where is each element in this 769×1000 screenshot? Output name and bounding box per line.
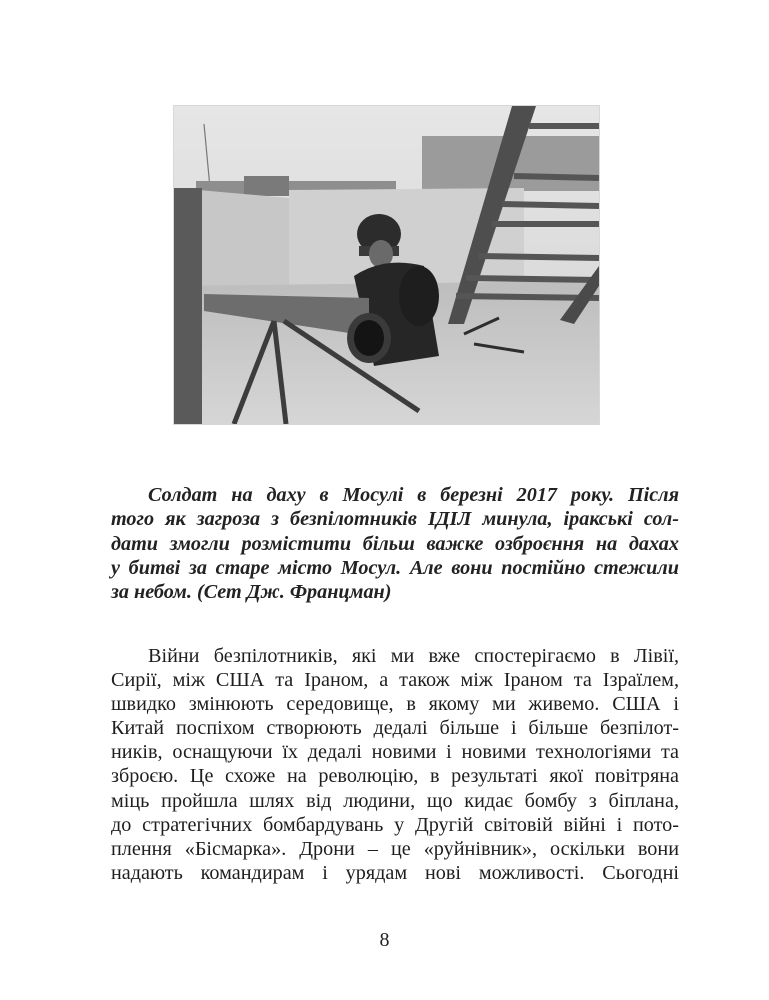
body-line: міць пройшла шлях від людини, що кидає бомбу з біплана, <box>111 789 679 812</box>
body-line: Війни безпілотників, які ми вже спостерігаємо в Лівії, <box>148 645 679 667</box>
caption-line: Солдат на даху в Мосулі в березні 2017 року. Після <box>148 484 679 506</box>
body-paragraph <box>111 644 679 885</box>
body-line: плення «Бісмарка». Дрони – це «руйнівник», оскільки вони <box>111 837 679 860</box>
caption-line: у битві за старе місто Мосул. Але вони постійно стежили <box>111 556 679 579</box>
body-line: швидко змінюють середовище, в якому ми живемо. США і <box>111 693 679 716</box>
figure-photo <box>173 105 600 425</box>
body-line: зброєю. Це схоже на революцію, в результаті якої повітряна <box>111 765 679 788</box>
body-line: Китай поспіхом створюють дедалі більше і більше безпілот- <box>111 717 679 740</box>
caption-line: того як загроза з безпілотників ІДІЛ минула, іракські сол- <box>111 508 679 531</box>
page-number: 8 <box>379 929 390 951</box>
body-line: до стратегічних бомбардувань у Другій світовій війні і пото- <box>111 813 679 836</box>
photo-illustration <box>174 106 599 424</box>
body-line: ників, оснащуючи їх дедалі новими і новими технологіями та <box>111 741 679 764</box>
caption-line: за небом. (Сет Дж. Францман) <box>111 581 392 604</box>
body-line: Сирії, між США та Іраном, а також між Іраном та Ізраїлем, <box>111 669 679 692</box>
caption-line: дати змогли розмістити більш важке озброєння на дахах <box>111 532 679 555</box>
figure-caption <box>111 483 679 604</box>
body-line: надають командирам і урядам нові можливості. Сьогодні <box>111 861 679 884</box>
